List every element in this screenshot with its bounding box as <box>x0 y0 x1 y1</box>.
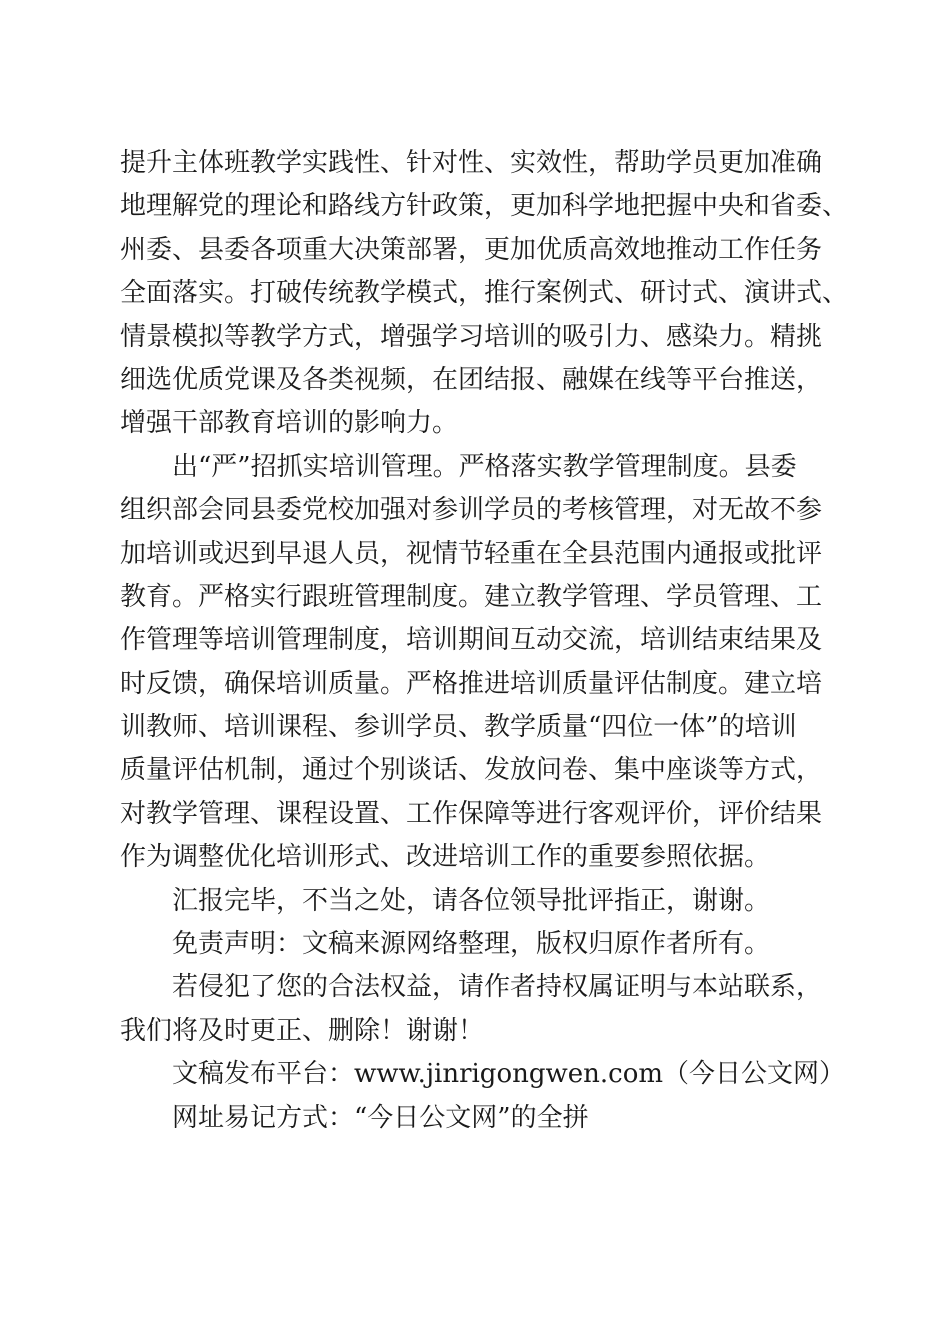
document-body <box>120 142 849 1140</box>
text-line: 出“严”招抓实培训管理。严格落实教学管理制度。县委 <box>172 451 797 482</box>
text-line: 组织部会同县委党校加强对参训学员的考核管理，对无故不参 <box>120 495 823 526</box>
text-line: 增强干部教育培训的影响力。 <box>120 408 459 439</box>
text-line: 提升主体班教学实践性、针对性、实效性，帮助学员更加准确 <box>120 148 823 178</box>
text-line: 我们将及时更正、删除！谢谢！ <box>120 1015 485 1046</box>
text-line: 州委、县委各项重大决策部署，更加优质高效地推动工作任务 <box>120 234 823 265</box>
text-line: 对教学管理、课程设置、工作保障等进行客观评价，评价结果 <box>120 798 823 829</box>
infringement-notice <box>120 966 836 1053</box>
text-line: 加培训或迟到早退人员，视情节轻重在全县范围内通报或批评 <box>120 538 823 569</box>
text-line: 若侵犯了您的合法权益，请作者持权属证明与本站联系， <box>172 972 823 1003</box>
text-line: 作为调整优化培训形式、改进培训工作的重要参照依据。 <box>120 842 771 873</box>
text-line: 地理解党的理论和路线方针政策，更加科学地把握中央和省委、 <box>120 191 849 222</box>
paragraph-training-method <box>120 142 849 446</box>
paragraph-training-management <box>120 446 836 880</box>
text-line: 教育。严格实行跟班管理制度。建立教学管理、学员管理、工 <box>120 581 823 612</box>
text-line: 质量评估机制，通过个别谈话、发放问卷、集中座谈等方式， <box>120 755 823 786</box>
text-line: 作管理等培训管理制度，培训期间互动交流，培训结束结果及 <box>120 625 823 656</box>
text-line: 时反馈，确保培训质量。严格推进培训质量评估制度。建立培 <box>120 668 823 699</box>
closing-statement: 汇报完毕，不当之处，请各位领导批评指正，谢谢。 <box>172 885 771 916</box>
publish-platform: 文稿发布平台：www.jinrigongwen.com（今日公文网） <box>172 1059 846 1090</box>
text-line: 细选优质党课及各类视频，在团结报、融媒在线等平台推送， <box>120 364 823 395</box>
disclaimer: 免责声明：文稿来源网络整理，版权归原作者所有。 <box>172 929 771 960</box>
text-line: 训教师、培训课程、参训学员、教学质量“四位一体”的培训 <box>120 712 797 743</box>
url-tip: 网址易记方式：“今日公文网”的全拼 <box>172 1102 589 1133</box>
text-line: 情景模拟等教学方式，增强学习培训的吸引力、感染力。精挑 <box>120 321 823 352</box>
text-line: 全面落实。打破传统教学模式，推行案例式、研讨式、演讲式、 <box>120 278 849 309</box>
